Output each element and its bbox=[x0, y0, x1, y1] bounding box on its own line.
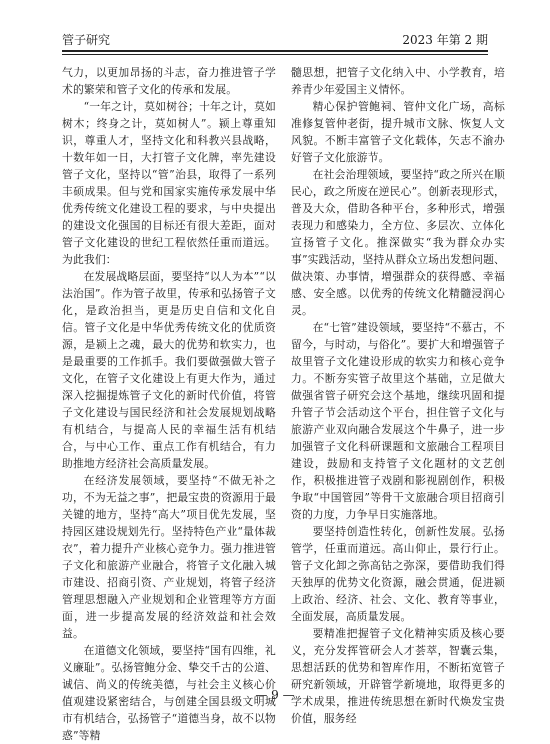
issue-label: 2023 年第 2 期 bbox=[402, 33, 488, 47]
left-column bbox=[62, 64, 276, 744]
paragraph: “一年之计，莫如树谷；十年之计，莫如树木；终身之计，莫如树人”。颍上尊重知识，尊重人才，坚持文化和科教兴县战略，十数年如一日，大打管子文化牌，率先建设管子文化，坚持以“管”治县，取得了一系列丰硕成果。但与党和国家实施传承发展中华优秀传统文化建设工程的要求，与中央提出的建设文化强国的目标还有很大差距，面对管子文化建设的世纪工程依然任重而道远。为此我们： bbox=[62, 100, 276, 266]
journal-name: 管子研究 bbox=[62, 33, 111, 47]
paragraph: 要坚持创造性转化，创新性发展。弘扬管学，任重而道远。高山仰止，景行行止。管子文化卸之弥高钻之弥深，要借助我们得天独厚的优势文化资源，融会贯通，促进颍上政治、经济、社会、文化、教育等事业，全面发展，高质量发展。 bbox=[291, 525, 505, 623]
paragraph: 在经济发展领域，要坚持“不做无补之功，不为无益之事”，把最宝贵的资源用于最关键的地方，坚持“高大”项目优先发展，坚持园区建设规划先行。坚持特色产业“量体裁衣”，着力提升产业核心竞争力。强力推进管子文化和旅游产业融合，将管子文化融入城市建设、招商引资、产业规划，将管子经济管理思想融入产业规划和企业管理等方方面面，进一步提高发展的经济效益和社会效益。 bbox=[62, 474, 276, 640]
paragraph: 要精准把握管子文化精神实质及核心要义，充分发挥管研会人才荟萃，智囊云集，思想活跃的优势和智库作用，不断拓宽管子研究新领域，开辟管学新境地，取得更多的学术成果，推进传统思想在新时代焕发宝贵价值，服务经 bbox=[291, 627, 505, 725]
paragraph: 精心保护管鲍祠、管仲文化广场，高标准修复管仲老街，提升城市文脉、恢复人文风貌。不断丰富管子文化载体，矢志不渝办好管子文化旅游节。 bbox=[291, 100, 505, 164]
paragraph: 气力，以更加昂扬的斗志，奋力推进管子学术的繁荣和管子文化的传承和发展。 bbox=[62, 66, 276, 96]
page-number: — 9 — bbox=[255, 688, 295, 702]
page-header bbox=[62, 28, 488, 48]
paragraph: 在“七管”建设领域，要坚持“不慕古，不留今，与时动，与俗化”。要扩大和增强管子故里管子文化建设形成的软实力和核心竞争力。不断夯实管子故里这个基础，立足做大做强省管子研究会这个基地，继续巩固和提升管子节会活动这个平台，担住管子文化与旅游产业双向融合发展这个牛鼻子，进一步加强管子文化科研课题和文旅融合工程项目建设，鼓励和支持管子文化题材的文艺创作，积极推进管子戏剧和影视剧创作，积极争取“中国管园”等骨干文旅融合项目招商引资的力度，力争早日实施落地。 bbox=[291, 321, 505, 521]
paragraph: 在道德文化领域，要坚持“国有四维，礼义廉耻”。弘扬管鲍分金、挚交千古的公道、诚信、尚义的传统美德，与社会主义核心价值观建设紧密结合，与创建全国县级文明城市有机结合，弘扬管子“道德当身，故不以物惑”等精 bbox=[62, 644, 276, 742]
paragraph: 髓思想，把管子文化纳入中、小学教育，培养青少年爱国主义情怀。 bbox=[291, 66, 505, 96]
paragraph: 在社会治理领域，要坚持“政之所兴在顺民心，政之所废在逆民心”。创新表现形式，普及大众，借助各种平台，多种形式，增强表现力和感染力，全方位、多层次、立体化宣扬管子文化。推深做实“我为群众办实事”实践活动，坚持从群众立场出发想问题、做决策、办事情，增强群众的获得感、幸福感、安全感。以优秀的传统文化精髓浸润心灵。 bbox=[291, 168, 505, 317]
paragraph: 在发展战略层面，要坚持“以人为本”“以法治国”。作为管子故里，传承和弘扬管子文化，是政治担当，更是历史自信和文化自信。管子文化是中华优秀传统文化的优质资源，是颍上之魂，最大的优势和软实力，也是最重要的工作抓手。我们要做强做大管子文化，在管子文化建设上有更大作为，通过深入挖掘提炼管子文化的新时代价值，将管子文化建设与国民经济和社会发展规划战略有机结合，与提高人民的幸福生活有机结合，与中心工作、重点工作有机结合，有力助推地方经济社会高质量发展。 bbox=[62, 270, 276, 470]
header-rule bbox=[62, 50, 488, 52]
right-column bbox=[291, 64, 505, 727]
header-rule-thin bbox=[62, 54, 488, 55]
